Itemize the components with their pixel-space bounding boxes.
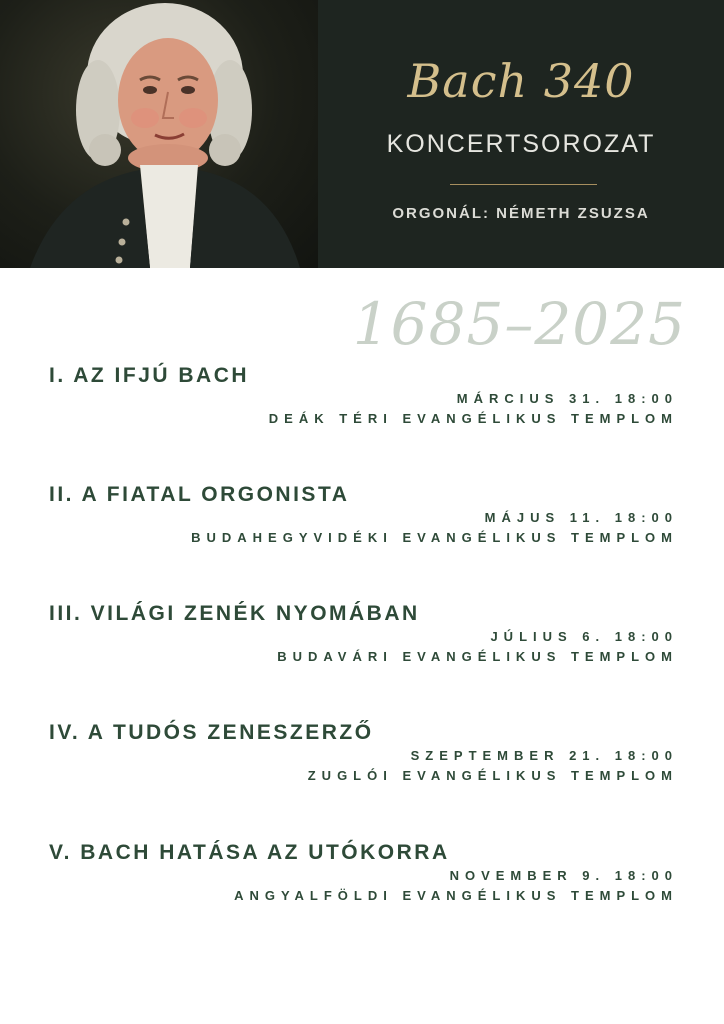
- gold-divider: [450, 184, 597, 185]
- concert-date: MÁJUS 11. 18:00: [484, 510, 678, 525]
- concert-venue: ZUGLÓI EVANGÉLIKUS TEMPLOM: [307, 768, 678, 783]
- concert-venue: DEÁK TÉRI EVANGÉLIKUS TEMPLOM: [268, 411, 678, 426]
- years-banner: 1685–2025: [352, 290, 686, 358]
- concert-title: III. VILÁGI ZENÉK NYOMÁBAN: [49, 602, 420, 625]
- concert-title: II. A FIATAL ORGONISTA: [49, 483, 350, 506]
- header-banner: [0, 0, 724, 268]
- concert-date: JÚLIUS 6. 18:00: [490, 629, 678, 644]
- concert-date: SZEPTEMBER 21. 18:00: [410, 748, 678, 763]
- organist-credit: ORGONÁL: NÉMETH ZSUZSA: [392, 205, 650, 222]
- concert-title: I. AZ IFJÚ BACH: [49, 364, 250, 387]
- series-title: Bach 340: [407, 54, 635, 108]
- concert-venue: BUDAVÁRI EVANGÉLIKUS TEMPLOM: [277, 649, 678, 664]
- concert-title: V. BACH HATÁSA AZ UTÓKORRA: [49, 841, 450, 864]
- concert-date: MÁRCIUS 31. 18:00: [456, 391, 678, 406]
- concert-venue: ANGYALFÖLDI EVANGÉLIKUS TEMPLOM: [234, 888, 678, 903]
- concert-date: NOVEMBER 9. 18:00: [449, 868, 678, 883]
- concert-venue: BUDAHEGYVIDÉKI EVANGÉLIKUS TEMPLOM: [191, 530, 678, 545]
- series-subtitle: KONCERTSOROZAT: [386, 130, 656, 158]
- concert-title: IV. A TUDÓS ZENESZERZŐ: [49, 721, 374, 744]
- portrait-illustration: [0, 0, 318, 268]
- bach-portrait-image: [0, 0, 318, 268]
